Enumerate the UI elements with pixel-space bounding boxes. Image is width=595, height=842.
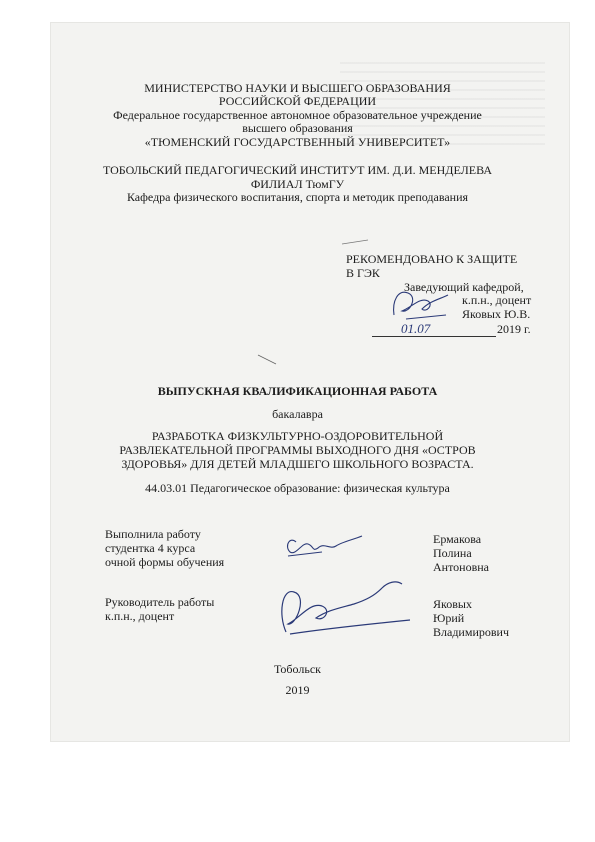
- specialty-code: 44.03.01 Педагогическое образование: физическая культура: [145, 481, 450, 495]
- supervisor-label-1: Руководитель работы: [105, 595, 215, 609]
- work-title-line-1: РАЗРАБОТКА ФИЗКУЛЬТУРНО-ОЗДОРОВИТЕЛЬНОЙ: [151, 429, 444, 443]
- head-signature: [388, 283, 468, 325]
- author-patronymic: Антоновна: [433, 560, 490, 574]
- ministry-line: МИНИСТЕРСТВО НАУКИ И ВЫСШЕГО ОБРАЗОВАНИЯ: [144, 81, 451, 95]
- date-underline: [372, 336, 496, 337]
- author-surname: Ермакова: [433, 532, 482, 546]
- head-of-department-label: Заведующий кафедрой,: [404, 280, 524, 294]
- author-label-2: студентка 4 курса: [105, 541, 196, 555]
- institute-name: ТОБОЛЬСКИЙ ПЕДАГОГИЧЕСКИЙ ИНСТИТУТ ИМ. Д.И. МЕНДЕЛЕВА: [102, 163, 493, 177]
- head-degree: к.п.н., доцент: [462, 293, 532, 307]
- university-name: «ТЮМЕНСКИЙ ГОСУДАРСТВЕННЫЙ УНИВЕРСИТЕТ»: [144, 135, 451, 149]
- supervisor-signature: [270, 574, 420, 644]
- pen-tick-mark: [256, 353, 278, 367]
- approval-heading: РЕКОМЕНДОВАНО К ЗАЩИТЕ: [346, 252, 518, 266]
- head-name: Яковых Ю.В.: [462, 307, 531, 321]
- education-level-line: высшего образования: [242, 121, 353, 135]
- city: Тобольск: [274, 662, 321, 676]
- author-first-name: Полина: [433, 546, 472, 560]
- supervisor-patronymic: Владимирович: [433, 625, 509, 639]
- supervisor-surname: Яковых: [433, 597, 472, 611]
- footer-year: 2019: [285, 683, 310, 697]
- federation-line: РОССИЙСКОЙ ФЕДЕРАЦИИ: [218, 94, 377, 108]
- institution-type-line: Федеральное государственное автономное образовательное учреждение: [113, 108, 482, 122]
- approval-committee: В ГЭК: [346, 266, 380, 280]
- approval-year: 2019 г.: [497, 322, 531, 336]
- author-signature: [282, 528, 366, 562]
- work-type: ВЫПУСКНАЯ КВАЛИФИКАЦИОННАЯ РАБОТА: [157, 384, 438, 398]
- pen-stroke-mark: [340, 238, 370, 246]
- supervisor-label-2: к.п.н., доцент: [105, 609, 175, 623]
- approval-date-handwritten: 01.07: [401, 321, 431, 336]
- supervisor-first-name: Юрий: [433, 611, 465, 625]
- department-name: Кафедра физического воспитания, спорта и методик преподавания: [126, 190, 469, 204]
- author-label-1: Выполнила работу: [105, 527, 201, 541]
- work-title-line-2: РАЗВЛЕКАТЕЛЬНОЙ ПРОГРАММЫ ВЫХОДНОГО ДНЯ «ОСТРОВ: [119, 443, 476, 457]
- work-degree: бакалавра: [272, 407, 323, 421]
- work-title-line-3: ЗДОРОВЬЯ» ДЛЯ ДЕТЕЙ МЛАДШЕГО ШКОЛЬНОГО ВОЗРАСТА.: [121, 457, 474, 471]
- author-label-3: очной формы обучения: [105, 555, 225, 569]
- branch-name: ФИЛИАЛ ТюмГУ: [250, 177, 345, 191]
